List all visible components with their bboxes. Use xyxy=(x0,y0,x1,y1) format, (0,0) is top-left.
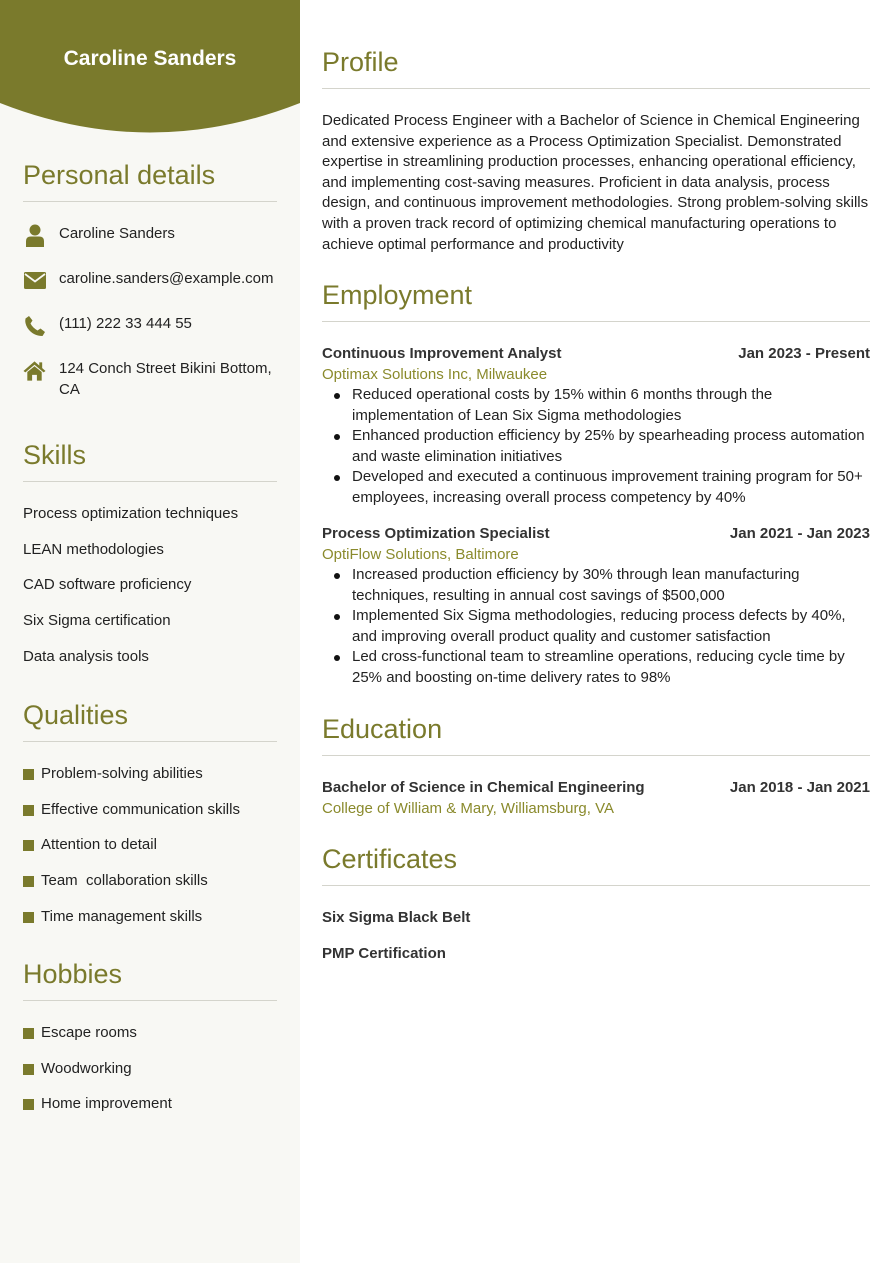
profile-text: Dedicated Process Engineer with a Bachelor of Science in Chemical Engineering and extensive experience as a Process Optimization Specialist. Demonstrated expertise in streamlining production processes, enhancing operational efficiency, and implementing cost-saving measures. Proficient in data analysis, process design, and continuous improvement methodologies. Strong problem-solving skills with a proven track record of optimizing chemical manufacturing operations to achieve optimal performance and productivity xyxy=(322,112,869,253)
job-bullet: Led cross-functional team to streamline operations, reducing cycle time by 25% and boosting on-time delivery rates to 98% xyxy=(322,647,870,688)
square-bullet-icon xyxy=(23,1099,34,1110)
home-icon xyxy=(23,359,46,382)
square-bullet-icon xyxy=(23,876,34,887)
job-entry xyxy=(322,344,870,509)
job-org: Optimax Solutions Inc, Milwaukee xyxy=(322,365,548,383)
job-bullet: Developed and executed a continuous improvement training program for 50+ employees, increasing overall process competency by 40% xyxy=(322,467,870,508)
education-school: College of William & Mary, Williamsburg, VA xyxy=(322,799,615,817)
hobby-item xyxy=(23,1023,137,1043)
quality-item xyxy=(23,871,208,891)
personal-details-title: Personal details xyxy=(23,160,277,202)
job-dates: Jan 2023 - Present xyxy=(738,345,870,362)
phone-row xyxy=(23,314,277,337)
email-text[interactable]: caroline.sanders@example.com xyxy=(59,270,274,287)
skills-title: Skills xyxy=(23,440,277,482)
skill-item: CAD software proficiency xyxy=(23,576,192,593)
square-bullet-icon xyxy=(23,1064,34,1075)
job-dates: Jan 2021 - Jan 2023 xyxy=(729,525,870,542)
sidebar xyxy=(0,0,300,1263)
hobby-text: Woodworking xyxy=(41,1060,132,1077)
hobby-text: Escape rooms xyxy=(41,1024,137,1041)
quality-item xyxy=(23,835,157,855)
quality-item xyxy=(23,764,203,784)
square-bullet-icon xyxy=(23,840,34,851)
skill-item: Six Sigma certification xyxy=(23,612,171,629)
quality-text: Team collaboration skills xyxy=(41,872,208,889)
personal-name-text: Caroline Sanders xyxy=(59,225,175,242)
job-bullet: Enhanced production efficiency by 25% by spearheading process automation and waste elimination initiatives xyxy=(322,426,870,467)
email-row xyxy=(23,269,277,292)
phone-icon xyxy=(23,314,46,337)
job-entry xyxy=(322,524,870,689)
person-icon xyxy=(23,224,46,247)
personal-details-section xyxy=(23,160,277,398)
job-role: Continuous Improvement Analyst xyxy=(322,345,562,362)
hobbies-section xyxy=(23,959,277,1112)
quality-text: Problem-solving abilities xyxy=(41,765,203,782)
hobby-item xyxy=(23,1094,172,1114)
address-text: 124 Conch Street Bikini Bottom, CA xyxy=(59,360,272,398)
certificate-item: Six Sigma Black Belt xyxy=(322,909,471,926)
personal-name-row xyxy=(23,224,277,247)
job-bullet: Reduced operational costs by 15% within 6 months through the implementation of Lean Six Sigma methodologies xyxy=(322,385,870,426)
job-bullets xyxy=(322,565,870,689)
skill-item: Process optimization techniques xyxy=(23,505,239,522)
hobbies-title: Hobbies xyxy=(23,959,277,1001)
qualities-title: Qualities xyxy=(23,700,277,742)
address-row xyxy=(23,359,277,400)
education-title: Education xyxy=(322,714,870,756)
quality-text: Effective communication skills xyxy=(41,801,240,818)
education-dates: Jan 2018 - Jan 2021 xyxy=(729,779,870,796)
qualities-section xyxy=(23,700,277,925)
hobby-item xyxy=(23,1059,132,1079)
square-bullet-icon xyxy=(23,1028,34,1039)
phone-text[interactable]: (111) 222 33 444 55 xyxy=(59,315,192,332)
certificate-item: PMP Certification xyxy=(322,945,446,962)
quality-text: Attention to detail xyxy=(41,836,157,853)
skills-section xyxy=(23,440,277,665)
job-bullet: Increased production efficiency by 30% through lean manufacturing techniques, resulting in annual cost savings of $500,000 xyxy=(322,565,870,606)
skill-item: Data analysis tools xyxy=(23,648,149,665)
candidate-name: Caroline Sanders xyxy=(63,47,237,70)
skill-item: LEAN methodologies xyxy=(23,541,164,558)
education-entry xyxy=(322,778,870,819)
profile-title: Profile xyxy=(322,47,870,89)
square-bullet-icon xyxy=(23,912,34,923)
hobby-text: Home improvement xyxy=(41,1095,172,1112)
job-org: OptiFlow Solutions, Baltimore xyxy=(322,545,519,563)
square-bullet-icon xyxy=(23,769,34,780)
header-band xyxy=(0,0,300,134)
quality-item xyxy=(23,907,202,927)
employment-title: Employment xyxy=(322,280,870,322)
square-bullet-icon xyxy=(23,805,34,816)
education-degree: Bachelor of Science in Chemical Engineering xyxy=(322,779,645,796)
envelope-icon xyxy=(23,269,46,292)
job-role: Process Optimization Specialist xyxy=(322,525,550,542)
job-bullet: Implemented Six Sigma methodologies, reducing process defects by 40%, and improving overall product quality and customer satisfaction xyxy=(322,606,870,647)
quality-text: Time management skills xyxy=(41,908,203,925)
certificates-title: Certificates xyxy=(322,844,870,886)
job-bullets xyxy=(322,385,870,509)
quality-item xyxy=(23,800,240,820)
